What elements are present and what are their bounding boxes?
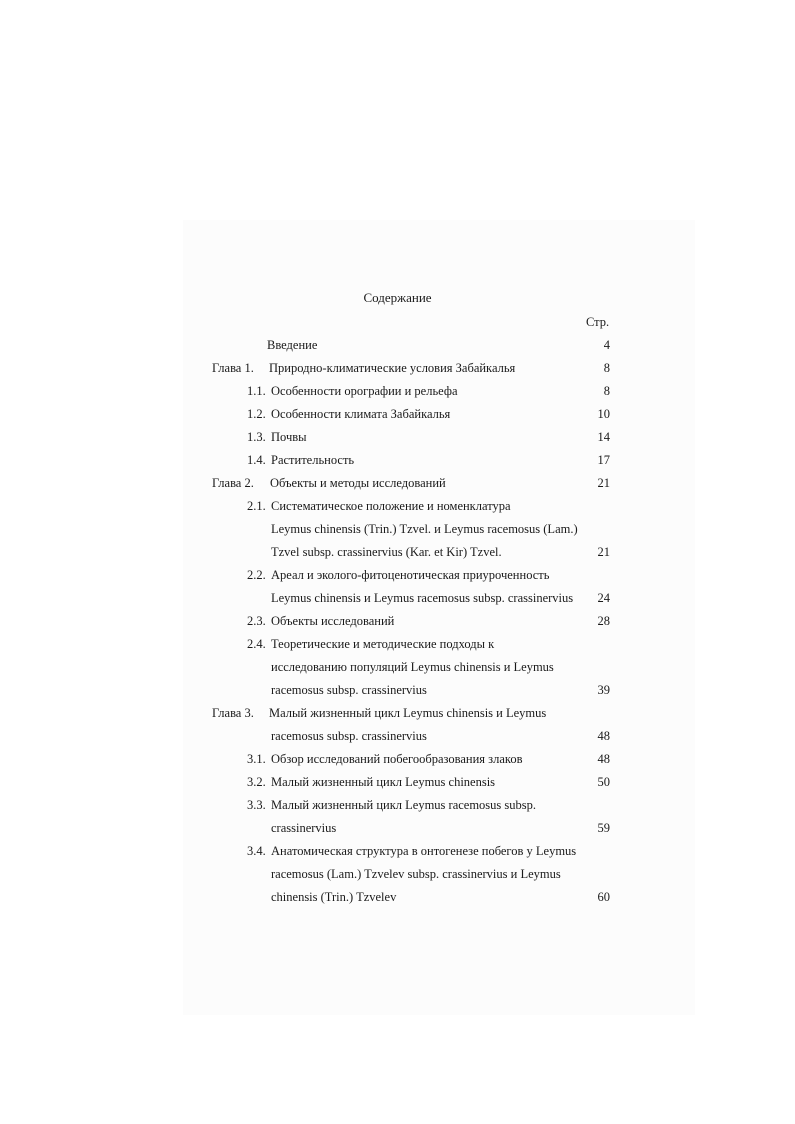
toc-page-number: 21 bbox=[597, 476, 610, 490]
section-number: 2.3. bbox=[247, 614, 266, 628]
section-number: 2.2. bbox=[247, 568, 266, 582]
page-title: Содержание bbox=[363, 290, 432, 305]
toc-page-number: 17 bbox=[597, 453, 610, 467]
section-number: 1.2. bbox=[247, 407, 266, 421]
toc-entry-title: Анатомическая структура в онтогенезе побегов у Leymus bbox=[271, 844, 577, 858]
section-number: 1.4. bbox=[247, 453, 266, 467]
toc-entry-title: Природно-климатические условия Забайкалья bbox=[269, 361, 516, 375]
toc-page-number: 50 bbox=[597, 775, 610, 789]
toc-page-number: 39 bbox=[597, 683, 610, 697]
section-number: 3.3. bbox=[247, 798, 266, 812]
toc-entry-title: Введение bbox=[267, 338, 318, 352]
toc-entry-title: Особенности климата Забайкалья bbox=[271, 407, 451, 421]
toc-entry-title: Систематическое положение и номенклатура bbox=[271, 499, 511, 513]
toc-page-number: 21 bbox=[597, 545, 610, 559]
toc-page-number: 4 bbox=[603, 338, 610, 352]
toc-entry-title: Малый жизненный цикл Leymus racemosus subsp. bbox=[271, 798, 537, 812]
chapter-number: Глава 3. bbox=[212, 706, 254, 720]
toc-entry-title: Малый жизненный цикл Leymus chinensis bbox=[271, 775, 496, 789]
toc-page-number: 59 bbox=[597, 821, 610, 835]
toc-page-number: 24 bbox=[597, 591, 610, 605]
toc-entry-title: crassinervius bbox=[271, 821, 337, 835]
toc-entry-title: Теоретические и методические подходы к bbox=[271, 637, 495, 651]
toc-entry-title: Объекты и методы исследований bbox=[270, 476, 446, 490]
section-number: 3.1. bbox=[247, 752, 266, 766]
section-number: 3.4. bbox=[247, 844, 266, 858]
toc-entry-title: Почвы bbox=[271, 430, 307, 444]
toc-page-number: 14 bbox=[597, 430, 610, 444]
toc-entry-title: racemosus subsp. crassinervius bbox=[271, 729, 427, 743]
section-number: 3.2. bbox=[247, 775, 266, 789]
toc-page-number: 48 bbox=[597, 729, 610, 743]
section-number: 2.1. bbox=[247, 499, 266, 513]
page-column-header: Стр. bbox=[586, 315, 610, 329]
toc-entry-title: Leymus chinensis (Trin.) Tzvel. и Leymus racemosus (Lam.) bbox=[271, 522, 578, 536]
section-number: 2.4. bbox=[247, 637, 266, 651]
toc-entry-title: Leymus chinensis и Leymus racemosus subsp. crassinervius bbox=[271, 591, 574, 605]
toc-entry-title: исследованию популяций Leymus chinensis и Leymus bbox=[271, 660, 554, 674]
toc-page-number: 28 bbox=[597, 614, 610, 628]
toc-entry-title: chinensis (Trin.) Tzvelev bbox=[271, 890, 397, 904]
toc-entry-title: Особенности орографии и рельефа bbox=[271, 384, 458, 398]
section-number: 1.3. bbox=[247, 430, 266, 444]
chapter-number: Глава 1. bbox=[212, 361, 254, 375]
toc-page-number: 48 bbox=[597, 752, 610, 766]
toc-entry-title: Обзор исследований побегообразования злаков bbox=[271, 752, 523, 766]
toc-entry-title: Малый жизненный цикл Leymus chinensis и Leymus bbox=[269, 706, 547, 720]
toc-entry-title: racemosus (Lam.) Tzvelev subsp. crassinervius и Leymus bbox=[271, 867, 561, 881]
section-number: 1.1. bbox=[247, 384, 266, 398]
toc-page-number: 8 bbox=[603, 361, 610, 375]
toc-entry-title: Tzvel subsp. crassinervius (Kar. et Kir) Tzvel. bbox=[271, 545, 502, 559]
toc-entry-title: Объекты исследований bbox=[271, 614, 395, 628]
toc-page-number: 8 bbox=[603, 384, 610, 398]
toc-entry-title: Растительность bbox=[271, 453, 355, 467]
toc-entry-title: Ареал и эколого-фитоценотическая приуроченность bbox=[271, 568, 550, 582]
toc-page-number: 60 bbox=[597, 890, 610, 904]
toc-page-number: 10 bbox=[597, 407, 610, 421]
chapter-number: Глава 2. bbox=[212, 476, 254, 490]
toc-entry-title: racemosus subsp. crassinervius bbox=[271, 683, 427, 697]
